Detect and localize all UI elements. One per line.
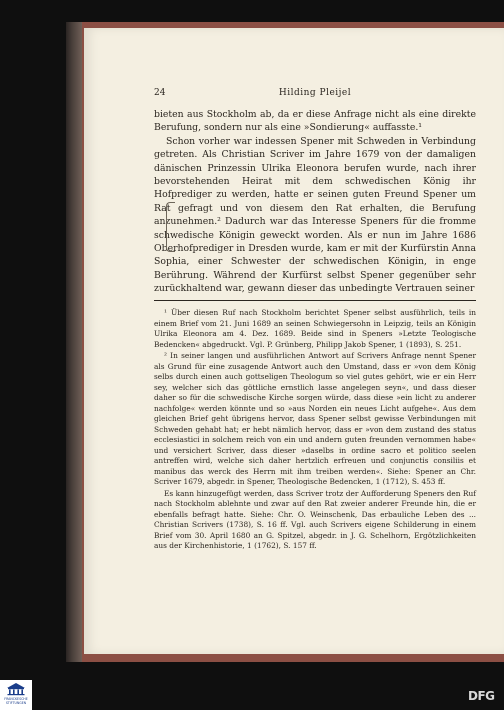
body-paragraph: bieten aus Stockholm ab, da er diese Anfrage nicht als eine direkte Berufung, sondern nur als eine »Sondierung« auffasste.¹	[154, 109, 476, 134]
page-content	[84, 28, 504, 654]
running-title: Hilding Pleijel	[278, 88, 352, 98]
footnote: ¹ Über diesen Ruf nach Stockholm berichtet Spener selbst ausführlich, teils in einem Brief vom 21. Juni 1689 an seinen Schwiegersohn in Leipzig, teils an Königin Ulrika Eleonora am 4. Dez. 1689. Beide sind in Speners »Letzte Teologische Bedencken« abgedruckt. Vgl. P. Grünberg, Philipp Jakob Spener, 1 (1893), S. 251.	[154, 308, 476, 349]
footnote: ² In seiner langen und ausführlichen Antwort auf Scrivers Anfrage nennt Spener als Grund für eine zusagende Antwort auch den Umstand, dass er »von dem König selbs durch einen auch gottseligen Theologum so viel gutes gehört, wie er ein Herr sey, welcher sich das göttliche ernstlich lasse angelegen seyn«, und dass dieser daher so für die schwedische Kirche sorgen würde, dass diese »ein licht zu anderer nachfolge« werden könnte und so »aus Norden ein neues Licht aufgehe«. Aus dem gleichen Brief geht übrigens hervor, dass Spener selbst gewisse Verbindungen mit Schweden gehabt hat; er hebt nämlich hervor, dass er »von dem zustand des status ecclesiastici in solchem reich von ein und andern guten freunden vernommen habe« und versichert Scriver, dass dieser »daselbs in ordine sacro et politico seelen antreffen wird, welche sich daher hertzlich erfreuen und conjunctis consiliis et manibus das werck des Herrn mit ihm treiben werden«. Siehe: Spener an Chr. Scriver 1679, abgedr. in Spener, Theologische Bedencken, 1 (1712), S. 453 ff.	[154, 351, 476, 486]
running-head	[154, 88, 476, 100]
body-paragraph: Schon vorher war indessen Spener mit Schweden in Verbindung getreten. Als Christian Scriver im Jahre 1679 von der damaligen dänischen Prinzessin Ulrika Eleonora berufen wurde, nach ihrer bevorstehenden Heirat mit dem schwedischen König ihr Hofprediger zu werden, hatte er seinen guten Freund Spener um Rat gefragt und von diesem den Rat erhalten, die Berufung anzunehmen.² Dadurch war das Interesse Speners für die fromme schwedische Königin geweckt worden. Als er nun im Jahre 1686 Oberhofprediger in Dresden wurde, kam er mit der Kurfürstin Anna Sophia, einer Schwester der schwedischen Königin, in enge Berührung. Während der Kurfürst selbst Spener gegenüber sehr zurückhaltend war, gewann dieser das unbedingte Vertrauen seiner	[154, 135, 476, 295]
footnote: Es kann hinzugefügt werden, dass Scriver trotz der Aufforderung Speners den Ruf nach Stockholm ablehnte und zwar auf den Rat zweier anderer Freunde hin, die er ebenfalls befragt hatte. Siehe: Chr. O. Weinschenk, Das erbauliche Leben des ... Christian Scrivers (1738), S. 16 ff. Vgl. auch Scrivers eigene Schilderung in einem Brief vom 30. April 1680 an G. Spitzel, abgedr. in J. G. Schelhorn, Ergötzlichkeiten aus der Kirchenhistorie, 1 (1762), S. 157 ff.	[154, 488, 476, 550]
footnotes	[154, 308, 476, 552]
book-spine-edge	[66, 22, 82, 662]
library-building-icon	[4, 682, 28, 696]
logo-text: FRANCKESCHE STIFTUNGEN	[4, 697, 28, 705]
page-number: 24	[154, 88, 166, 98]
footnote-divider	[154, 300, 476, 301]
institution-logo	[0, 680, 32, 710]
dfg-watermark: DFG	[468, 689, 495, 703]
pencil-margin-mark	[166, 202, 175, 252]
main-text	[154, 108, 476, 296]
